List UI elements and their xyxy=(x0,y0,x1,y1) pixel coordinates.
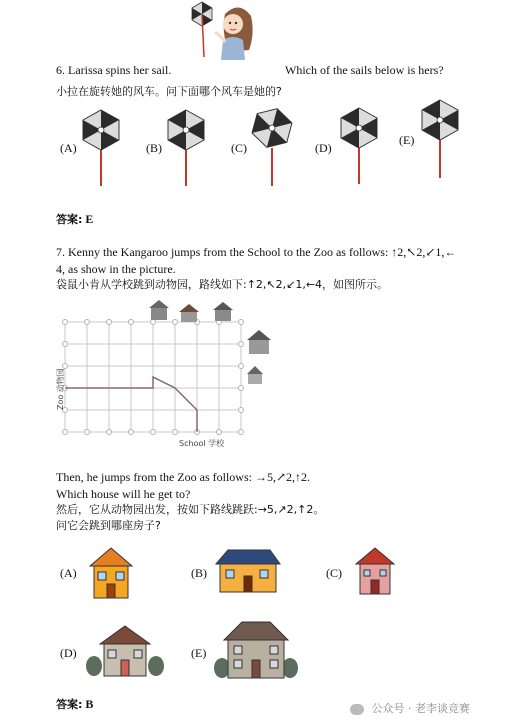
pinwheel-c-icon xyxy=(250,106,294,188)
q6-option-a-label: (A) xyxy=(60,141,77,155)
q6-stem-part-b: Which of the sails below is hers? xyxy=(285,63,444,77)
q7-option-e-label: (E) xyxy=(191,646,207,660)
q7-then-cn: 然后，它从动物园出发，按如下路线跳跃:→5,↗2,↑2。 xyxy=(56,503,325,516)
q7-grid-map xyxy=(55,298,285,458)
q7-answer-label: 答案: xyxy=(56,698,83,711)
q7-stem-cn: 袋鼠小肯从学校跳到动物园，路线如下:↑2,↖2,↙1,←4，如图所示。 xyxy=(56,278,389,291)
q7-stem-line1 xyxy=(56,244,456,260)
house-top-2-icon xyxy=(179,304,199,322)
q6-answer-value: E xyxy=(85,212,94,226)
q6-option-b-label: (B) xyxy=(146,141,162,155)
q6-stem-part-a: Larissa spins her sail. xyxy=(68,63,172,77)
q7-answer xyxy=(56,696,93,713)
house-d-icon xyxy=(86,622,164,680)
q6-answer xyxy=(56,211,93,228)
wechat-icon xyxy=(350,704,364,715)
q7-which-line: Which house will he get to? xyxy=(56,487,191,501)
q7-then-line: Then, he jumps from the Zoo as follows: →5,↗2,↑2. xyxy=(56,470,311,484)
q7-option-a-label: (A) xyxy=(60,566,77,580)
house-c-icon xyxy=(352,546,398,598)
q7-option-c-label: (C) xyxy=(326,566,342,580)
q6-option-c-label: (C) xyxy=(231,141,247,155)
q6-option-e-label: (E) xyxy=(399,133,415,147)
q7-which-cn: 问它会跳到哪座房子? xyxy=(56,519,161,532)
pinwheel-icon xyxy=(192,2,212,57)
pinwheel-d-icon xyxy=(338,106,380,186)
house-a-icon xyxy=(86,546,136,602)
q6-number: 6. xyxy=(56,63,65,77)
house-side-2-icon xyxy=(247,366,263,384)
q7-number: 7. xyxy=(56,245,65,259)
watermark-text: 公众号 · 老李谈竞赛 xyxy=(371,702,470,715)
pinwheel-a-icon xyxy=(80,108,122,188)
house-e-icon xyxy=(214,616,298,682)
house-top-1-icon xyxy=(149,300,169,320)
pinwheel-b-icon xyxy=(165,108,207,188)
wechat-watermark xyxy=(350,700,470,716)
q6-option-d-label: (D) xyxy=(315,141,332,155)
pinwheel-e-icon xyxy=(418,98,462,180)
q7-line1-text: Kenny the Kangaroo jumps from the School to the Zoo as follows: ↑2,↖2,↙1,← xyxy=(68,245,457,259)
q7-answer-value: B xyxy=(85,697,94,711)
girl-with-pinwheel-illustration xyxy=(185,2,255,62)
house-side-1-icon xyxy=(247,330,271,354)
q7-option-b-label: (B) xyxy=(191,566,207,580)
house-b-icon xyxy=(214,546,282,596)
school-label: School 学校 xyxy=(179,439,225,448)
q6-answer-label: 答案: xyxy=(56,213,83,226)
q6-stem-cn: 小拉在旋转她的风车。问下面哪个风车是她的? xyxy=(56,85,282,98)
q7-stem-line2: 4, as show in the picture. xyxy=(56,262,176,276)
zoo-label: Zoo 动物园 xyxy=(56,368,65,410)
house-top-3-icon xyxy=(213,302,233,321)
girl-figure xyxy=(215,7,253,60)
q6-stem-en xyxy=(56,62,171,78)
q7-option-d-label: (D) xyxy=(60,646,77,660)
